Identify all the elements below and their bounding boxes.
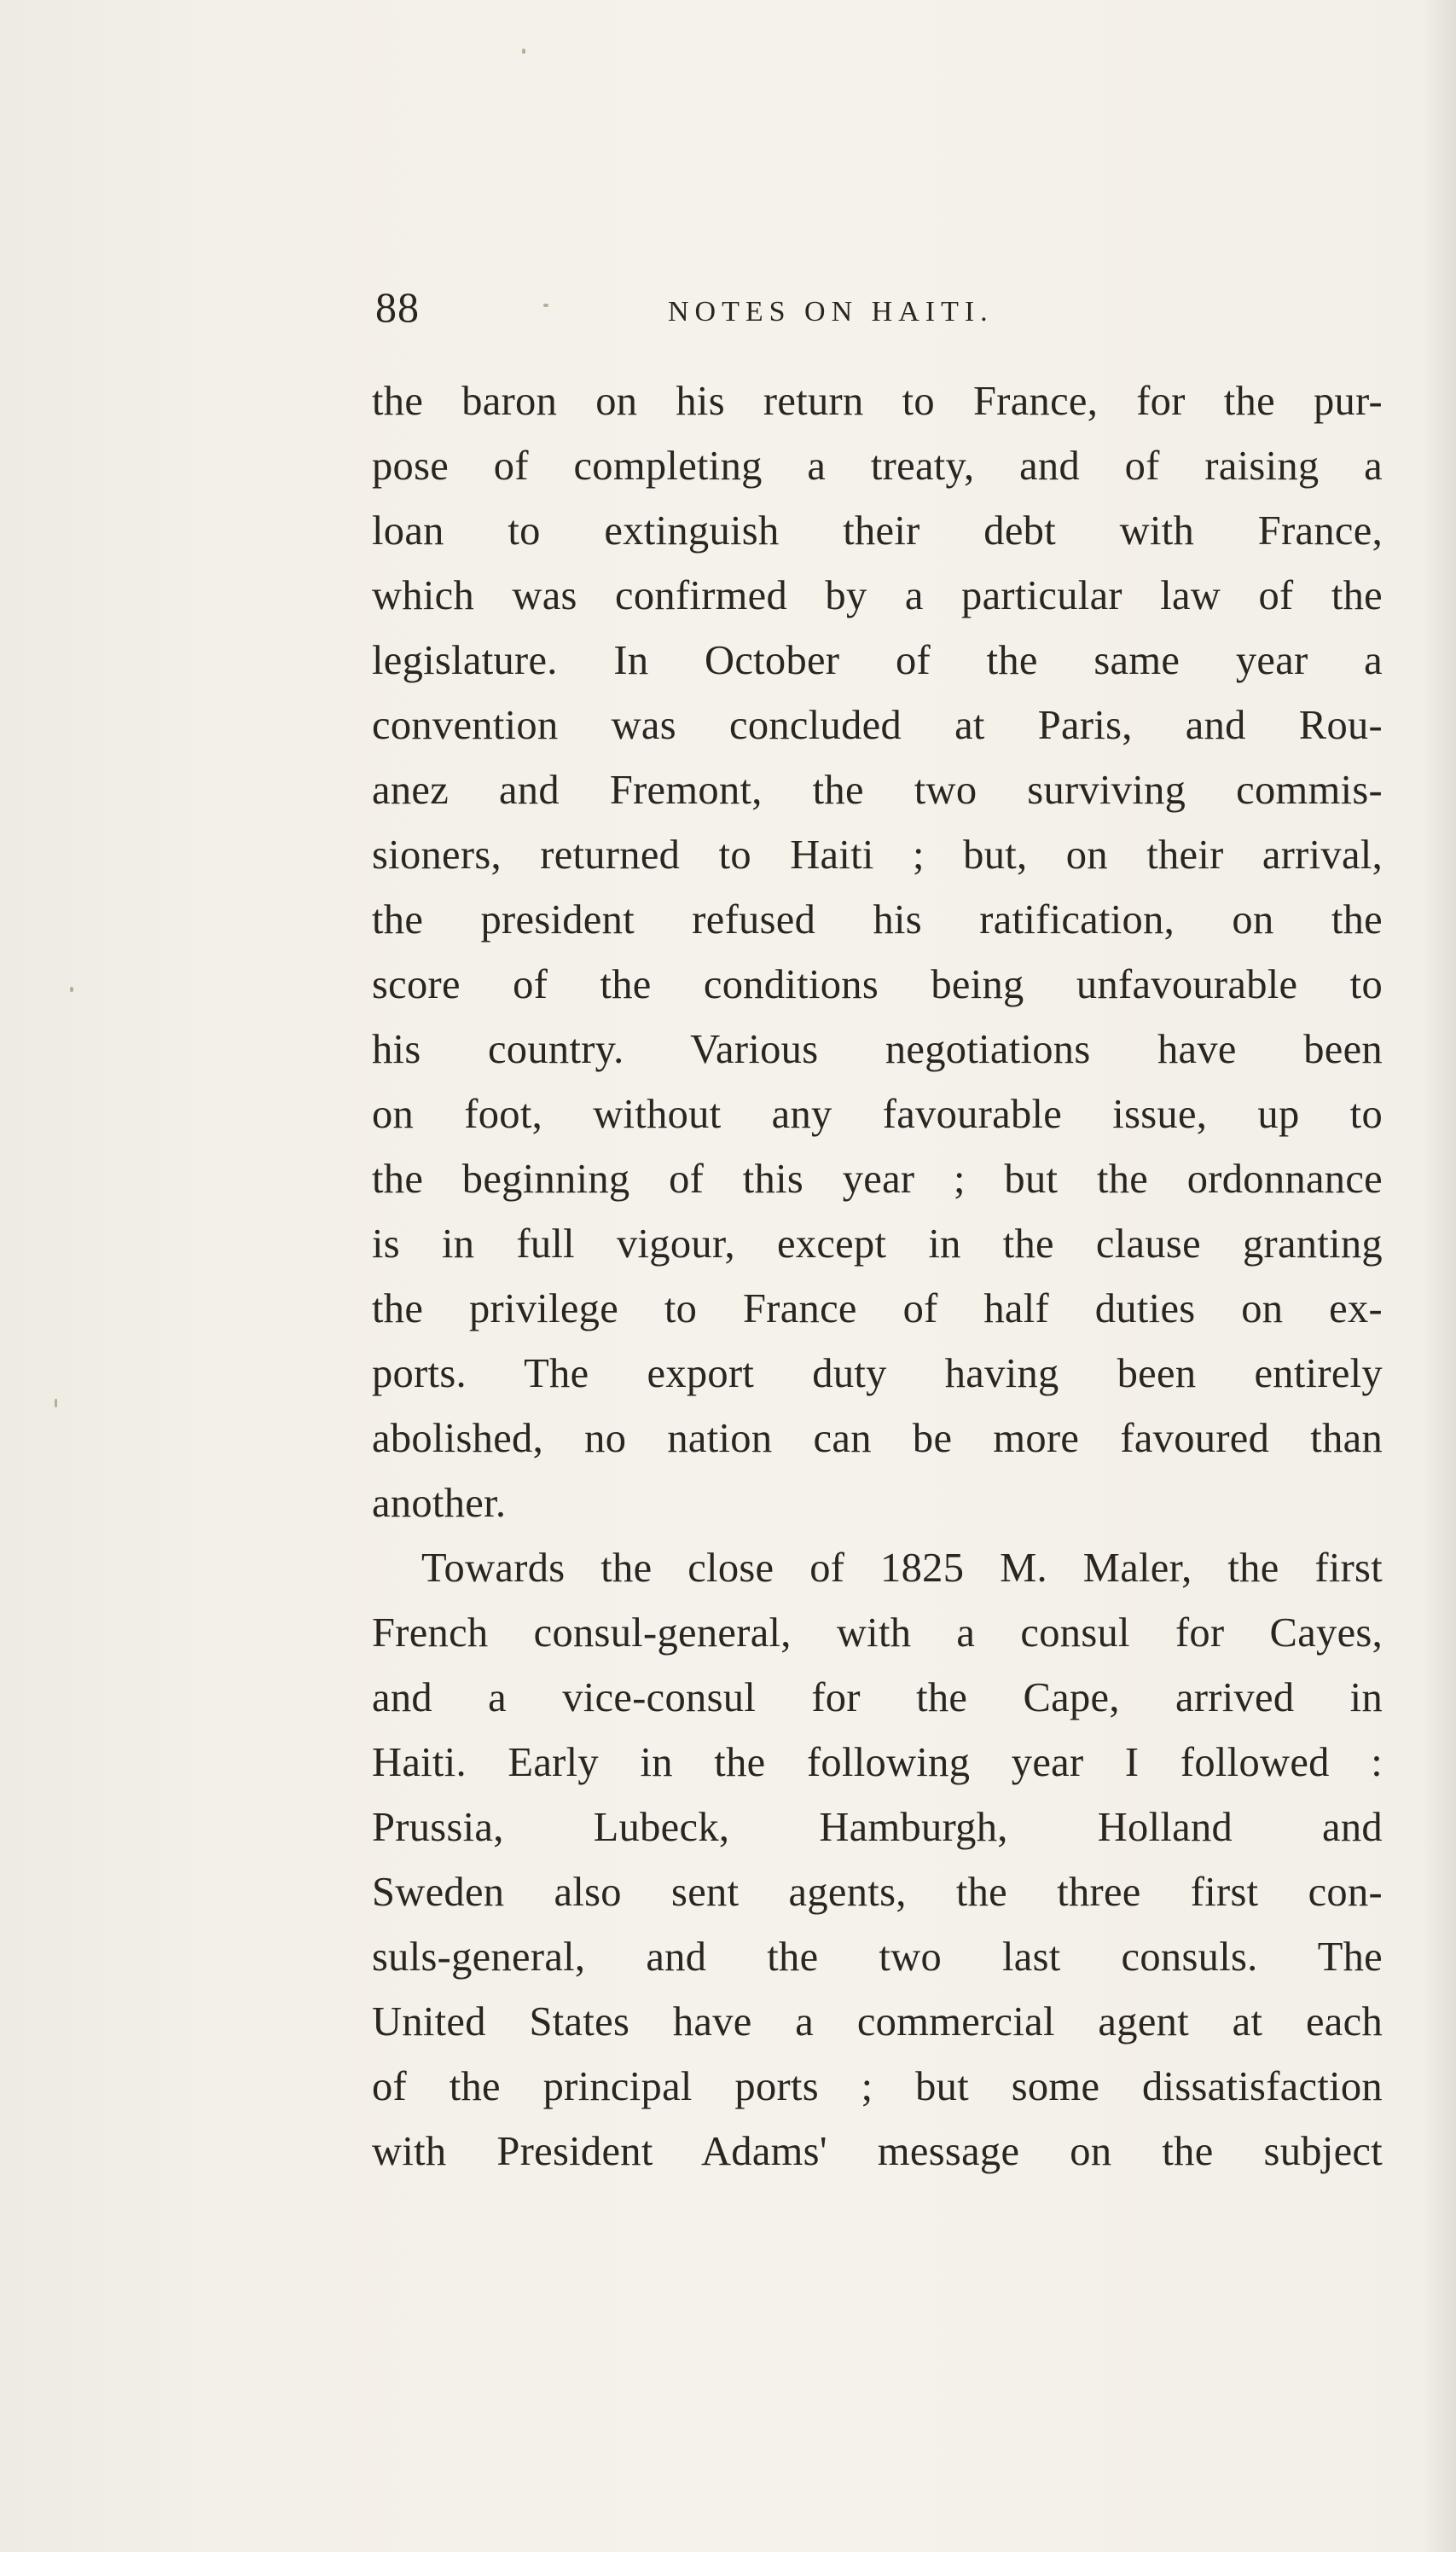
text-line: abolished, no nation can be more favoured than — [372, 1416, 1383, 1461]
text-line: another. — [372, 1481, 507, 1526]
text-line: score of the conditions being unfavourable to — [372, 962, 1383, 1007]
text-line: loan to extinguish their debt with France, — [372, 508, 1383, 554]
text-line: his country. Various negotiations have been — [372, 1027, 1383, 1072]
text-line: ports. The export duty having been entirely — [372, 1351, 1383, 1396]
paper-speck — [522, 49, 525, 54]
page-number: 88 — [375, 283, 420, 331]
running-title: NOTES ON HAITI. — [668, 296, 994, 328]
text-line: convention was concluded at Paris, and Rou- — [372, 703, 1383, 748]
text-line: pose of completing a treaty, and of raising a — [372, 444, 1383, 489]
text-line: of the principal ports ; but some dissatisfaction — [372, 2064, 1383, 2109]
paragraph — [372, 369, 1383, 1536]
text-line: the president refused his ratification, on the — [372, 897, 1383, 942]
page-edge-shadow — [1422, 0, 1456, 2552]
text-line: which was confirmed by a particular law of the — [372, 573, 1383, 618]
text-line: is in full vigour, except in the clause granting — [372, 1221, 1383, 1267]
text-line: sioners, returned to Haiti ; but, on their arrival, — [372, 832, 1383, 878]
running-head — [375, 277, 1386, 337]
text-line: the baron on his return to France, for the pur- — [372, 379, 1383, 424]
text-line: anez and Fremont, the two surviving commis- — [372, 768, 1383, 813]
text-line: Sweden also sent agents, the three first con- — [372, 1870, 1383, 1915]
paper-speck — [70, 987, 73, 992]
text-line: suls-general, and the two last consuls. The — [372, 1934, 1383, 1980]
text-line: Haiti. Early in the following year I followed : — [372, 1740, 1383, 1785]
text-line: United States have a commercial agent at each — [372, 1999, 1383, 2044]
text-line: with President Adams' message on the subject — [372, 2129, 1383, 2174]
text-line: the beginning of this year ; but the ordonnance — [372, 1157, 1383, 1202]
text-line: and a vice-consul for the Cape, arrived in — [372, 1675, 1383, 1720]
paragraph — [372, 1536, 1383, 2184]
text-line: French consul-general, with a consul for Cayes, — [372, 1610, 1383, 1656]
text-line: the privilege to France of half duties on ex- — [372, 1286, 1383, 1331]
text-line: Towards the close of 1825 M. Maler, the first — [421, 1546, 1383, 1591]
text-line: legislature. In October of the same year a — [372, 638, 1383, 683]
text-line: Prussia, Lubeck, Hamburgh, Holland and — [372, 1805, 1383, 1850]
paper-speck — [55, 1399, 57, 1407]
text-line: on foot, without any favourable issue, up to — [372, 1092, 1383, 1137]
body-text — [372, 369, 1383, 2184]
